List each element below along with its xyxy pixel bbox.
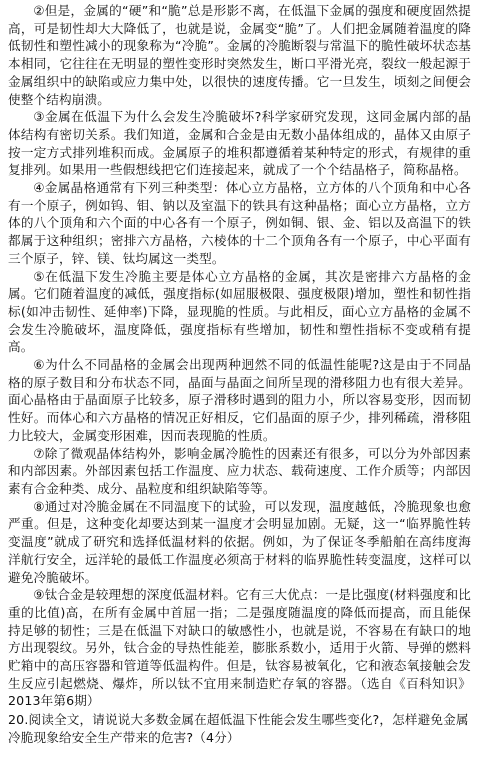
paragraph-4: ④金属晶格通常有下列三种类型：体心立方晶格，立方体的八个顶角和中心各有一个原子，例如钨、钼、钠以及室温下的铁具有这种晶格；面心立方晶格，立方体的八个顶角和六个面的中心各有一个原子，例如铜、银、金、铝以及高温下的铁都属于这种组织；密排六方晶格，六棱体的十二个顶角各有一个原子，中心平面有三个原子，锌、镁、钛均属这一类型。 [8,180,471,266]
paragraph-7: ⑦除了微观晶体结构外，影响金属冷脆性的因素还有很多，可以分为外部因素和内部因素。外部因素包括工作温度、应力状态、载荷速度、工作介质等；内部因素有合金种类、成分、晶粒度和组织缺陷等等。 [8,445,471,496]
paragraph-9: ⑨钛合金是较理想的深度低温材料。它有三大优点：一是比强度(材料强度和比重的比值)高，在所有金属中首屈一指；二是强度随温度的降低而提高，而且能保持足够的韧性；三是在低温下对缺口的敏感性小，也就是说，不容易在有缺口的地方出现裂纹。另外，钛合金的导热性能差，膨胀系数小，适用于火箭、导弹的燃料贮箱中的高压容器和管道等低温构件。但是，钛容易被氧化，它和液态氧接触会发生反应引起燃烧、爆炸，所以钛不宜用来制造贮存氧的容器。（选自《百科知识》2013年第6期） [8,587,471,709]
paragraph-2: ②但是，金属的“硬”和“脆”总是形影不离，在低温下金属的强度和硬度固然提高，可是韧性却大大降低了，也就是说，金属变“脆”了。人们把金属随着温度的降低韧性和塑性减小的现象称为“冷脆”。金属的冷脆断裂与常温下的脆性破坏状态基本相同，它往往在无明显的塑性变形时突然发生，断口平滑光亮，裂纹一般起源于金属组织中的缺陷或应力集中处，以很快的速度传播。它一旦发生，顷刻之间便会使整个结构崩溃。 [8,3,471,107]
paragraph-5: ⑤在低温下发生冷脆主要是体心立方晶格的金属，其次是密排六方晶格的金属。它们随着温度的减低，强度指标(如屈服极限、强度极限)增加，塑性和韧性指标(如冲击韧性、延伸率)下降，显现脆的性质。与此相反，面心立方晶格的金属不会发生冷脆破坏，温度降低，强度指标有些增加，韧性和塑性指标不变或稍有提高。 [8,268,471,355]
question-20: 20.阅读全文，请说说大多数金属在超低温下性能会发生哪些变化?，怎样避免金属冷脆现象给安全生产带来的危害?（4分） [8,712,469,745]
paragraph-8: ⑧通过对冷脆金属在不同温度下的试验，可以发现，温度越低，冷脆现象也愈严重。但是，这种变化却要达到某一温度才会明显加剧。无疑，这一“临界脆性转变温度”就成了研究和选择低温材料的依据。例如，为了保证冬季船舶在高纬度海洋航行安全，远洋轮的最低工作温度必须高于材料的临界脆性转变温度，这样可以避免冷脆破坏。 [8,498,471,585]
paragraph-3: ③金属在低温下为什么会发生冷脆破坏?科学家研究发现，这同金属内部的晶体结构有密切关系。我们知道，金属和合金是由无数小晶体组成的，晶体又由原子按一定方式排列堆积而成。金属原子的堆积都遵循着某种特定的形式，有规律的重复排列。如果用一些假想线把它们连接起来，就成了一个个结晶格子，简称晶格。 [8,109,471,178]
paragraph-6: ⑥为什么不同晶格的金属会出现两种迥然不同的低温性能呢?这是由于不同晶格的原子数目和分布状态不同，晶面与晶面之间所呈现的滑移阻力也有很大差异。面心晶格由于晶面原子比较多，原子滑移时遇到的阻力小，所以容易变形，因而韧性好。而体心和六方晶格的情况正好相反，它们晶面的原子少，排列稀疏，滑移阻力比较大，金属变形困难，因而表现脆的性质。 [8,357,471,443]
